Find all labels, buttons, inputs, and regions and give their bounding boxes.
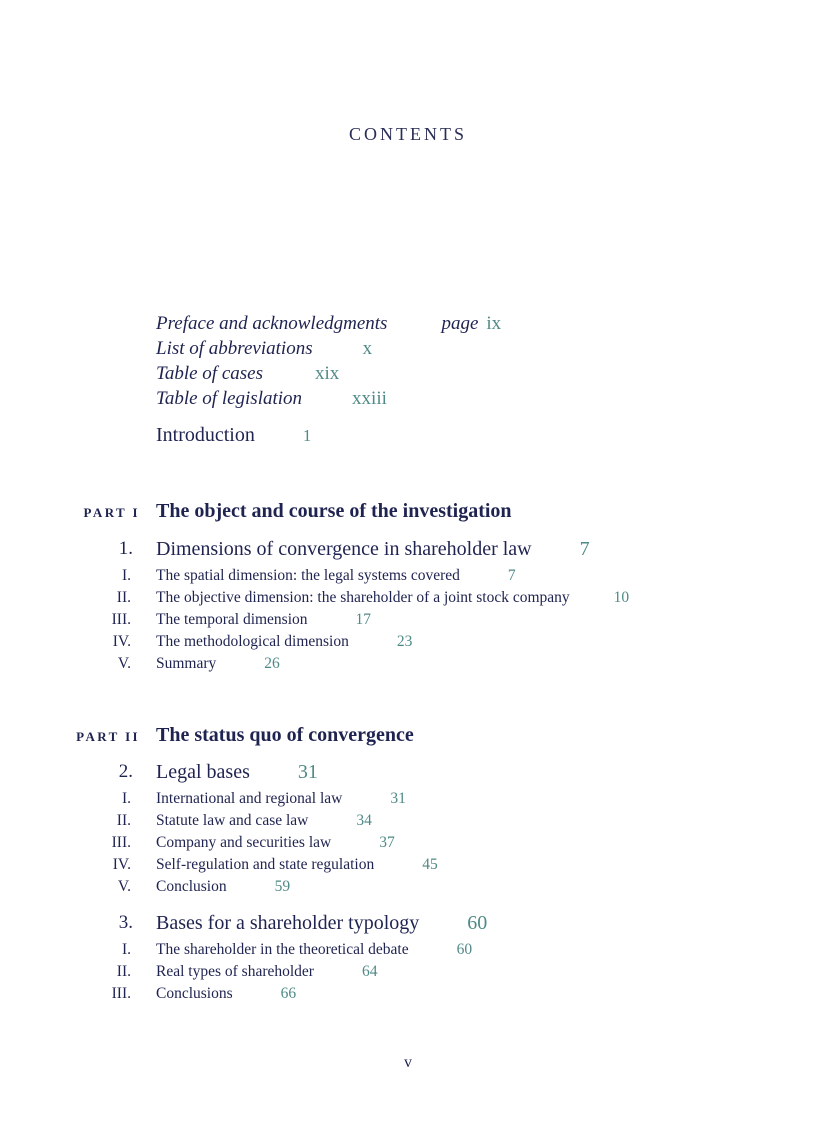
toc-section-entry	[156, 611, 371, 629]
chapter-title: Dimensions of convergence in shareholder law	[156, 538, 532, 560]
toc-page-number: 45	[422, 856, 438, 873]
section-number: I.	[121, 567, 131, 584]
section-title: Conclusion	[156, 878, 227, 895]
toc-page-number: 1	[302, 426, 312, 445]
section-title: Statute law and case law	[156, 812, 309, 829]
toc-page-number: 60	[467, 912, 488, 934]
part-label: PART I	[83, 505, 140, 520]
toc-page-number: 66	[280, 985, 297, 1002]
toc-page-number: 7	[507, 567, 516, 584]
toc-front-entry	[156, 363, 339, 385]
toc-section-entry	[156, 963, 377, 981]
section-title: The shareholder in the theoretical debate	[156, 941, 409, 958]
toc-chapter-entry	[156, 761, 318, 784]
toc-front-entry	[156, 313, 501, 335]
page-folio: v	[404, 1054, 412, 1071]
toc-section-entry	[156, 878, 290, 896]
section-title: Summary	[156, 655, 217, 672]
page-label: page	[441, 313, 479, 334]
section-title: The methodological dimension	[156, 633, 349, 650]
toc-introduction	[156, 424, 311, 447]
section-title: Self-regulation and state regulation	[156, 856, 375, 873]
toc-entry-title: Preface and acknowledgments	[156, 313, 388, 334]
toc-section-entry	[156, 589, 629, 607]
toc-page-number: 7	[579, 538, 590, 560]
toc-page-number: ix	[486, 313, 502, 334]
section-number: II.	[116, 963, 131, 980]
section-number: I.	[121, 941, 131, 958]
section-number: III.	[111, 611, 131, 628]
toc-section-entry	[156, 985, 296, 1003]
chapter-number: 2.	[118, 761, 133, 782]
section-number: II.	[116, 812, 131, 829]
toc-front-entry	[156, 338, 372, 360]
section-number: III.	[111, 985, 131, 1002]
chapter-number: 3.	[118, 912, 133, 933]
toc-entry-title: Table of legislation	[156, 388, 303, 409]
chapter-title: Legal bases	[156, 761, 250, 783]
toc-page-number: 17	[355, 611, 372, 628]
toc-page-number: xxiii	[352, 388, 387, 409]
toc-page-number: 60	[456, 941, 473, 958]
toc-section-entry	[156, 655, 280, 673]
section-title: Real types of shareholder	[156, 963, 314, 980]
toc-section-entry	[156, 856, 438, 874]
section-title: The temporal dimension	[156, 611, 308, 628]
section-title: International and regional law	[156, 790, 343, 807]
toc-section-entry	[156, 812, 372, 830]
section-number: II.	[116, 589, 131, 606]
page-title: CONTENTS	[349, 124, 467, 144]
section-title: Conclusions	[156, 985, 233, 1002]
toc-page-number: 59	[274, 878, 291, 895]
section-number: V.	[117, 655, 131, 672]
toc-page-number: 23	[396, 633, 413, 650]
part-label: PART II	[76, 729, 140, 744]
toc-entry-title: List of abbreviations	[156, 338, 313, 359]
toc-section-entry	[156, 834, 395, 852]
chapter-number: 1.	[118, 538, 133, 559]
section-number: IV.	[112, 633, 131, 650]
toc-section-entry	[156, 567, 516, 585]
toc-page-number: 34	[356, 812, 372, 829]
toc-page-number: 31	[297, 761, 318, 783]
part-title: The object and course of the investigation	[156, 500, 512, 522]
toc-section-entry	[156, 941, 472, 959]
toc-entry-title: Introduction	[156, 424, 255, 446]
section-number: IV.	[112, 856, 131, 873]
toc-page-number: x	[362, 338, 373, 359]
section-title: Company and securities law	[156, 834, 332, 851]
toc-page-number: 10	[613, 589, 630, 606]
toc-front-entry	[156, 388, 387, 410]
toc-chapter-entry	[156, 538, 590, 561]
section-number: III.	[111, 834, 131, 851]
part-title: The status quo of convergence	[156, 724, 414, 746]
section-number: V.	[117, 878, 131, 895]
toc-entry-title: Table of cases	[156, 363, 263, 384]
toc-page-number: 37	[379, 834, 395, 851]
toc-chapter-entry	[156, 912, 487, 935]
section-number: I.	[121, 790, 131, 807]
toc-page-number: 64	[361, 963, 378, 980]
toc-page-number: 26	[264, 655, 280, 672]
toc-page-number: xix	[314, 363, 340, 384]
toc-section-entry	[156, 790, 406, 808]
section-title: The objective dimension: the shareholder of a joint stock company	[156, 589, 570, 606]
toc-section-entry	[156, 633, 412, 651]
section-title: The spatial dimension: the legal systems covered	[156, 567, 460, 584]
chapter-title: Bases for a shareholder typology	[156, 912, 420, 934]
toc-page-number: 31	[390, 790, 406, 807]
